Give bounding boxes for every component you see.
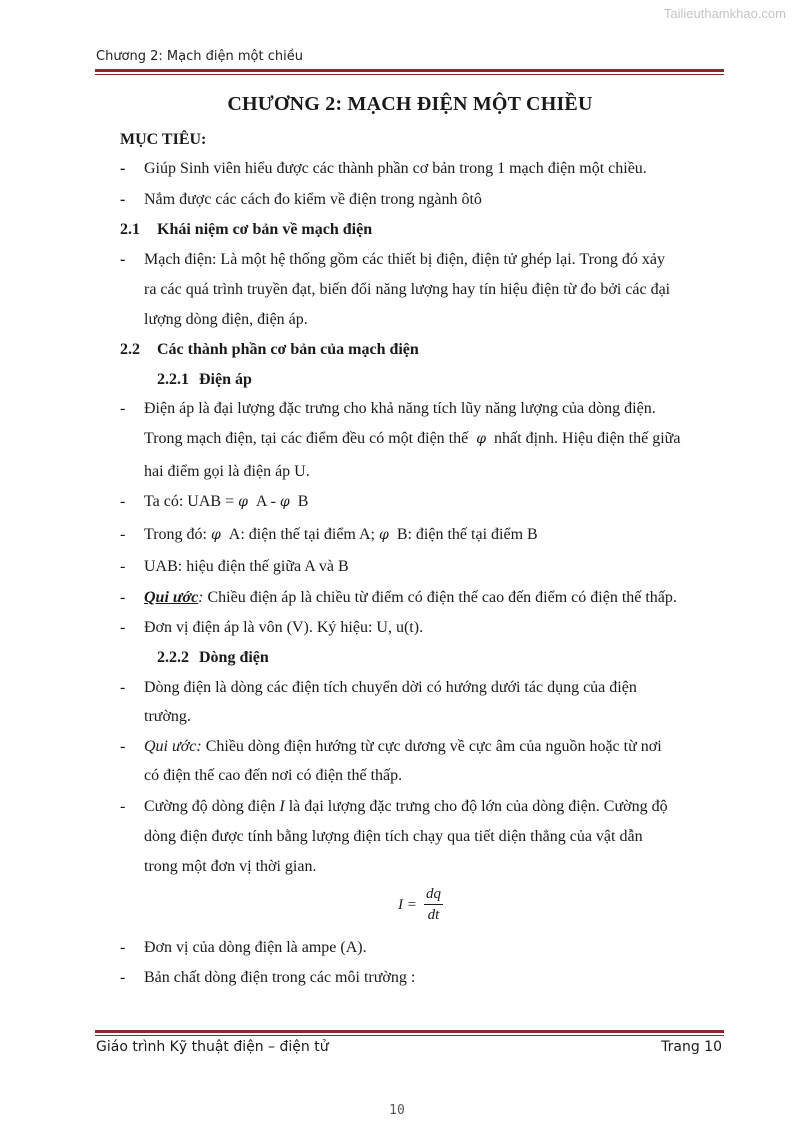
text-run: : [198,589,204,606]
bullet-dash: - [120,160,126,177]
section-title: Khái niệm cơ bản về mạch điện [157,221,373,238]
uab-formula [144,493,308,511]
section-title: Các thành phần cơ bản của mạch điện [157,341,419,358]
fraction-numerator: dq [424,884,443,905]
bullet-dash: - [120,939,126,956]
phi-symbol: φ [238,494,248,510]
bullet-dash: - [120,526,126,543]
footer-rule-thick [95,1030,724,1033]
paragraph-line: dòng điện được tính bằng lượng điện tích chạy qua tiết diện thẳng của vật dẫn [144,828,643,845]
footer-book-title: Giáo trình Kỹ thuật điện – điện tử [96,1039,329,1055]
paragraph-line [144,589,677,607]
paragraph-line: trường. [144,708,191,725]
fraction-denominator: dt [427,907,440,923]
subsection-number: 2.2.2 [157,649,189,666]
header-rule-thin [95,74,724,75]
subsection-title: Điện áp [199,371,252,388]
footer-rule-thin [95,1035,724,1036]
header-rule-thick [95,69,724,72]
bullet-dash: - [120,738,126,755]
text-run: là đại lượng đặc trưng cho độ lớn của dòng điện. Cường độ [288,798,668,815]
text-run: Trong đó: [144,526,207,543]
paragraph-line [144,738,662,756]
paragraph-line: lượng dòng điện, điện áp. [144,311,308,328]
phi-symbol: φ [210,527,221,543]
bullet-dash: - [120,589,126,606]
text-run: A - [255,493,276,510]
text-run: B [297,493,309,510]
paragraph-line [144,430,680,448]
text-run: Ta có: UAB = [144,493,235,510]
paragraph-line: ra các quá trình truyền đạt, biến đổi năng lượng hay tín hiệu điện từ đo bởi các đại [144,281,671,298]
footer-page-label: Trang 10 [661,1039,722,1055]
convention-label: Qui ước: [144,738,202,755]
chapter-title: CHƯƠNG 2: MẠCH ĐIỆN MỘT CHIỀU [227,93,593,115]
bullet-dash: - [120,619,126,636]
paragraph-line [144,798,668,816]
paragraph-line: trong một đơn vị thời gian. [144,858,317,875]
text-run: nhất định. Hiệu điện thế giữa [494,430,681,447]
bullet-dash: - [120,969,126,986]
text-run: Cường độ dòng điện [144,798,276,815]
paragraph-line: UAB: hiệu điện thế giữa A và B [144,558,349,575]
phi-symbol: φ [476,431,487,447]
text-run: Chiều dòng điện hướng từ cực dương về cực âm của nguồn hoặc từ nơi [205,738,662,755]
page-number: 10 [389,1103,405,1118]
watermark: Tailieuthamkhao.com [663,6,786,21]
bullet-dash: - [120,558,126,575]
objectives-heading: MỤC TIÊU: [120,131,207,148]
bullet-dash: - [120,400,126,417]
bullet-dash: - [120,679,126,696]
paragraph-line: Đơn vị điện áp là vôn (V). Ký hiệu: U, u(t). [144,619,424,636]
subsection-title: Dòng điện [199,649,269,666]
convention-label: Qui ước [144,589,199,606]
text-run: B: điện thế tại điểm B [396,526,538,543]
text-run: Chiều điện áp là chiều từ điểm có điện thế cao đến điểm có điện thế thấp. [207,589,677,606]
paragraph-line: có điện thế cao đến nơi có điện thế thấp. [144,767,403,784]
objective-item: Giúp Sinh viên hiểu được các thành phần cơ bản trong 1 mạch điện một chiều. [144,160,647,177]
paragraph-line: Bản chất dòng điện trong các môi trường : [144,969,416,986]
paragraph-line: Đơn vị của dòng điện là ampe (A). [144,939,367,956]
section-number: 2.1 [120,221,140,238]
section-number: 2.2 [120,341,140,358]
current-symbol: I [279,798,285,815]
paragraph-line: Điện áp là đại lượng đặc trưng cho khả năng tích lũy năng lượng của dòng điện. [144,400,656,417]
bullet-dash: - [120,798,126,815]
paragraph-line: Dòng điện là dòng các điện tích chuyển dời có hướng dưới tác dụng của điện [144,679,637,696]
paragraph-line: Mạch điện: Là một hệ thống gồm các thiết bị điện, điện tử ghép lại. Trong đó xảy [144,251,666,268]
phi-symbol: φ [379,527,389,543]
formula-fraction [424,884,443,925]
subsection-number: 2.2.1 [157,371,189,388]
text-run: Trong mạch điện, tại các điểm đều có một điện thế [144,430,469,447]
paragraph-line: hai điểm gọi là điện áp U. [144,463,310,480]
phi-symbol: φ [279,494,290,510]
bullet-dash: - [120,251,126,268]
paragraph-line [144,526,538,544]
running-header: Chương 2: Mạch điện một chiều [96,49,303,64]
objective-item: Nắm được các cách đo kiểm về điện trong ngành ôtô [144,191,482,208]
text-run: A: điện thế tại điểm A; [228,526,375,543]
formula-lhs: I = [398,897,417,913]
bullet-dash: - [120,493,126,510]
bullet-dash: - [120,191,126,208]
